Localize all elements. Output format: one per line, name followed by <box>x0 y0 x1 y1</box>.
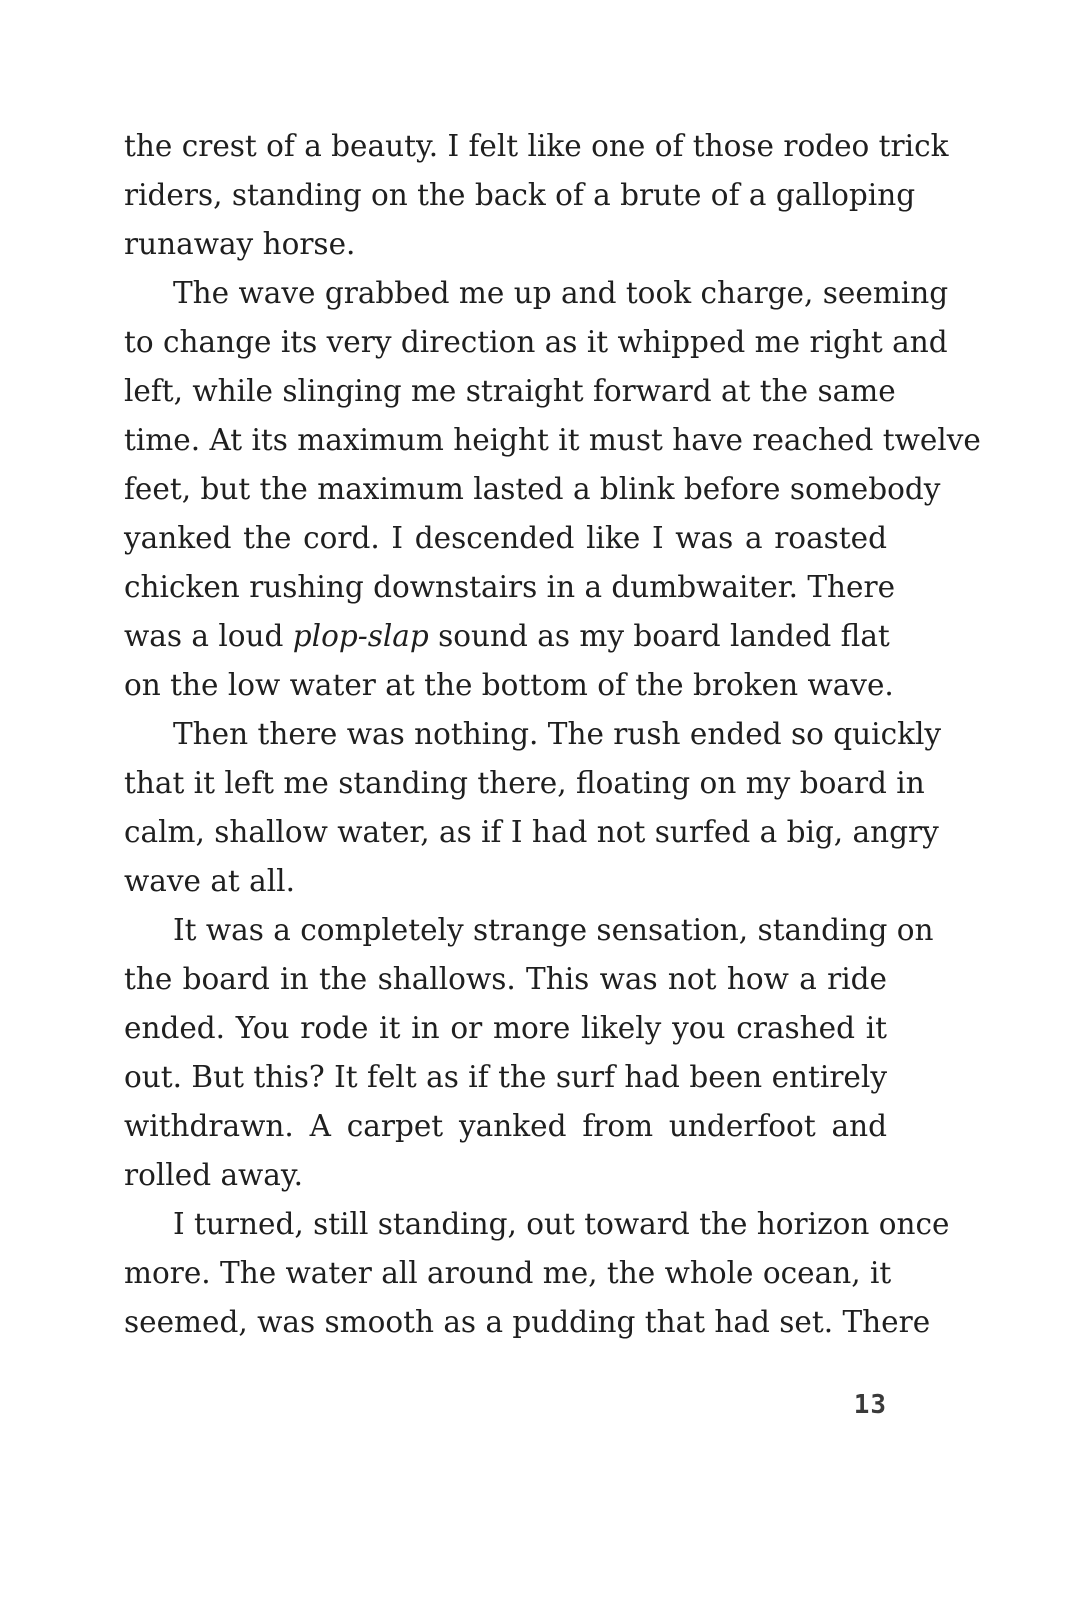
text-line: left, while slinging me straight forward at the same <box>124 374 896 408</box>
text-line: yanked the cord. I descended like I was a roasted <box>124 521 887 555</box>
text-line: to change its very direction as it whipped me right and <box>124 325 948 359</box>
text-line: rolled away. <box>124 1158 304 1192</box>
text-line: feet, but the maximum lasted a blink before somebody <box>124 472 941 506</box>
paragraph-start-line: Then there was nothing. The rush ended so quickly <box>173 717 942 751</box>
text-line: wave at all. <box>124 864 295 898</box>
paragraph-start-line: It was a completely strange sensation, standing on <box>173 913 934 947</box>
paragraph-start-line: The wave grabbed me up and took charge, seeming <box>173 276 949 310</box>
text-line: chicken rushing downstairs in a dumbwaiter. There <box>124 570 896 604</box>
page-number: 13 <box>853 1390 887 1420</box>
text-line: ended. You rode it in or more likely you crashed it <box>124 1011 887 1045</box>
text-line: that it left me standing there, floating on my board in <box>124 766 925 800</box>
text-line: seemed, was smooth as a pudding that had set. There <box>124 1305 931 1339</box>
text-line: the crest of a beauty. I felt like one of those rodeo trick <box>124 129 949 163</box>
text-line: on the low water at the bottom of the broken wave. <box>124 668 894 702</box>
text-line: runaway horse. <box>124 227 356 261</box>
text-line: calm, shallow water, as if I had not surfed a big, angry <box>124 815 939 849</box>
text-line: out. But this? It felt as if the surf had been entirely <box>124 1060 887 1094</box>
text-line: withdrawn. A carpet yanked from underfoot and <box>124 1109 887 1143</box>
text-line: the board in the shallows. This was not how a ride <box>124 962 887 996</box>
text-segment: sound as my board landed flat <box>428 619 890 653</box>
page-body-text <box>124 122 981 1347</box>
text-line: more. The water all around me, the whole ocean, it <box>124 1256 892 1290</box>
text-segment: was a loud <box>124 619 293 653</box>
italic-sound-word: plop-slap <box>292 619 429 653</box>
text-line: time. At its maximum height it must have reached twelve <box>124 423 981 457</box>
text-line: riders, standing on the back of a brute of a galloping <box>124 178 916 212</box>
text-line-with-italic <box>124 612 890 661</box>
paragraph-start-line: I turned, still standing, out toward the horizon once <box>173 1207 950 1241</box>
